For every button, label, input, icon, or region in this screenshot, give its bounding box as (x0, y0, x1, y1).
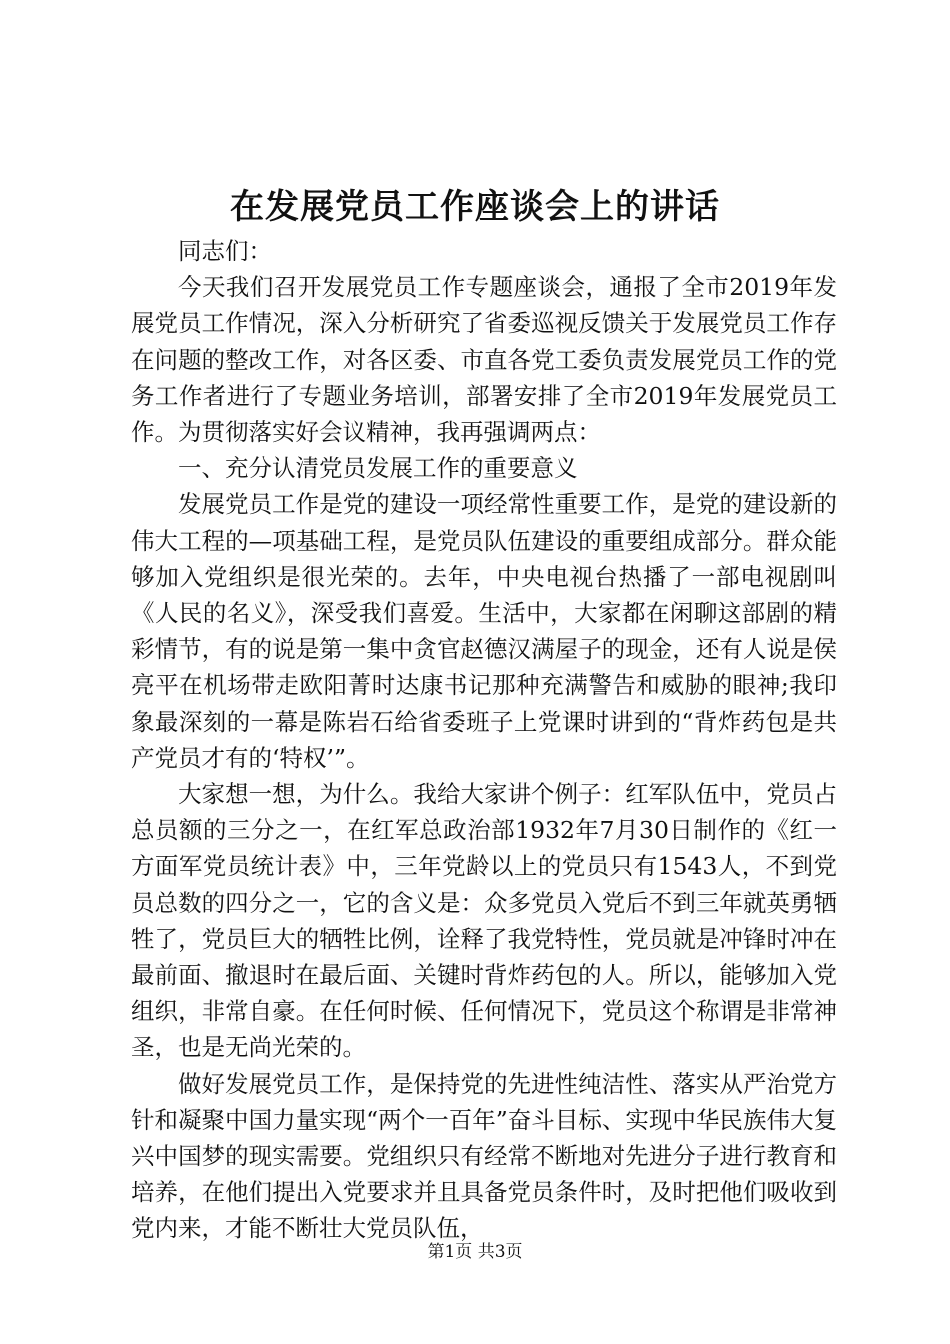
section-heading: 一、充分认清党员发展工作的重要意义 (178, 454, 578, 483)
document-body (131, 233, 837, 1247)
document-title: 在发展党员工作座谈会上的讲话 (230, 187, 720, 227)
page-number-footer: 第1页 共3页 (427, 1242, 523, 1262)
body-paragraph: 做好发展党员工作，是保持党的先进性纯洁性、落实从严治党方针和凝聚中国力量实现“两个一百年”奋斗目标、实现中华民族伟大复兴中国梦的现实需要。党组织只有经常不断地对先进分子进行教育和培养，在他们提出入党要求并且具备党员条件时，及时把他们吸收到党内来，才能不断壮大党员队伍， (131, 1069, 837, 1243)
body-paragraph: 今天我们召开发展党员工作专题座谈会，通报了全市2019年发展党员工作情况，深入分析研究了省委巡视反馈关于发展党员工作存在问题的整改工作，对各区委、市直各党工委负责发展党员工作的党务工作者进行了专题业务培训，部署安排了全市2019年发展党员工作。为贯彻落实好会议精神，我再强调两点： (131, 273, 837, 447)
body-paragraph: 发展党员工作是党的建设一项经常性重要工作，是党的建设新的伟大工程的—项基础工程，是党员队伍建设的重要组成部分。群众能够加入党组织是很光荣的。去年，中央电视台热播了一部电视剧叫《人民的名义》，深受我们喜爱。生活中，大家都在闲聊这部剧的精彩情节，有的说是第一集中贪官赵德汉满屋子的现金，还有人说是侯亮平在机场带走欧阳菁时达康书记那种充满警告和威胁的眼神;我印象最深刻的一幕是陈岩石给省委班子上党课时讲到的“背炸药包是共产党员才有的‘特权’”。 (131, 490, 837, 772)
salutation-paragraph: 同志们： (178, 237, 272, 265)
body-paragraph: 大家想一想，为什么。我给大家讲个例子：红军队伍中，党员占总员额的三分之一，在红军总政治部1932年7月30日制作的《红一方面军党员统计表》中，三年党龄以上的党员只有1543人，不到党员总数的四分之一，它的含义是：众多党员入党后不到三年就英勇牺牲了，党员巨大的牺牲比例，诠释了我党特性，党员就是冲锋时冲在最前面、撤退时在最后面、关键时背炸药包的人。所以，能够加入党组织，非常自豪。在任何时候、任何情况下，党员这个称谓是非常神圣，也是无尚光荣的。 (131, 780, 837, 1062)
